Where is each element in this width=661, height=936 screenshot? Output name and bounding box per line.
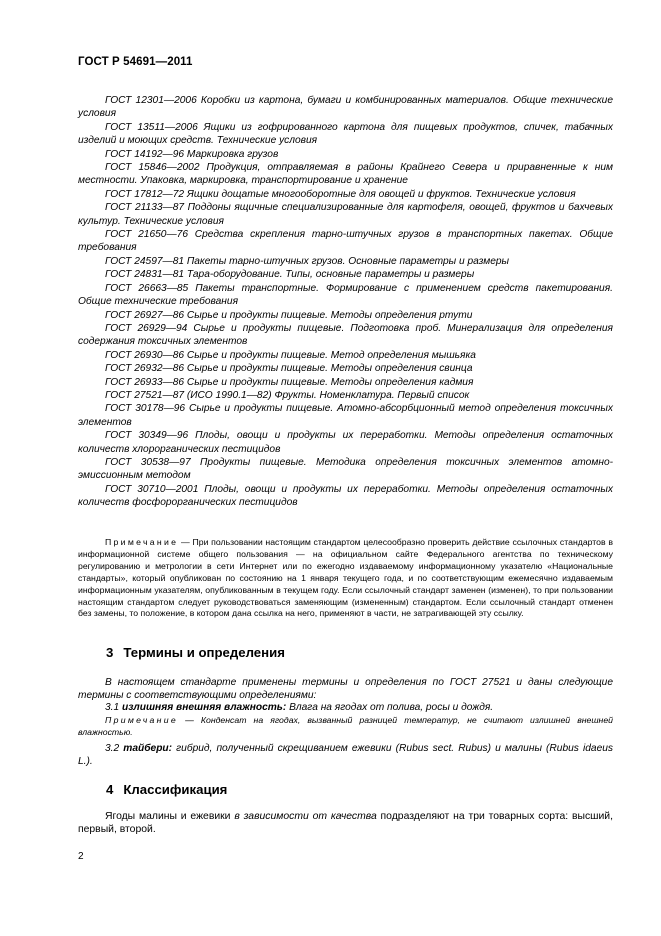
reference-item: ГОСТ 17812—72 Ящики дощатые многооборотные для овощей и фруктов. Технические условия xyxy=(105,188,576,200)
reference-item: ГОСТ 24597—81 Пакеты тарно-штучных грузов. Основные параметры и размеры xyxy=(105,255,510,267)
reference-item: ГОСТ 13511—2006 Ящики из гофрированного картона для пищевых продуктов, спичек, табачных изделий и моющих средств. Технические условия xyxy=(78,121,613,147)
note-text: — При пользовании настоящим стандартом целесообразно проверить действие ссылочных стандартов в информационной системе общего пользования — на официальном сайте Федерального агентства по техническому регулированию и метрологии в сети Интернет или по ежегодно издаваемому информационному указателю «Национальные стандарты», который опубликован по состоянию на 1 января текущего года, и по соответствующим ежемесячно издаваемым информационным указателям, опубликованным в текущем году. Если ссылочный стандарт заменен (изменен), то при пользовании настоящим стандартом следует руководствоваться заменяющим (измененным) стандартом. Если ссылочный стандарт отменен без замены, то положение, в котором дана ссылка на него, применяют в части, не затрагивающей эту ссылку. xyxy=(78,537,613,619)
term-number: 3.2 xyxy=(105,743,120,754)
document-header: ГОСТ Р 54691—2011 xyxy=(78,56,193,68)
reference-item: ГОСТ 26932—86 Сырье и продукты пищевые. Методы определения свинца xyxy=(105,363,473,375)
section-number: 4 xyxy=(106,782,114,797)
reference-item: ГОСТ 26663—85 Пакеты транспортные. Формирование с применением средств пакетирования. Общие технические требования xyxy=(78,282,613,308)
term-name: излишняя внешняя влажность: xyxy=(122,702,287,713)
reference-item: ГОСТ 30538—97 Продукты пищевые. Методика определения токсичных элементов атомно-эмиссионным методом xyxy=(78,456,613,482)
term-definition: гибрид, полученный скрещиванием ежевики (Rubus sect. Rubus) и малины (Rubus idaeus L.). xyxy=(78,743,613,768)
term-number: 3.1 xyxy=(105,702,120,713)
reference-item: ГОСТ 12301—2006 Коробки из картона, бумаги и комбинированных материалов. Общие технические условия xyxy=(78,95,613,120)
reference-item: ГОСТ 26933—86 Сырье и продукты пищевые. Методы определения кадмия xyxy=(105,376,474,388)
note-label: Примечание xyxy=(105,537,179,547)
section-number: 3 xyxy=(106,645,114,660)
page-number: 2 xyxy=(78,851,84,862)
term-3-2 xyxy=(78,742,613,769)
reference-item: ГОСТ 27521—87 (ИСО 1990.1—82) Фрукты. Номенклатура. Первый список xyxy=(105,389,470,401)
section-3-intro: В настоящем стандарте применены термины и определения по ГОСТ 27521 и даны следующие термины с соответствующими определениями: xyxy=(78,677,613,702)
reference-note xyxy=(78,537,613,620)
reference-item: ГОСТ 21650—76 Средства скрепления тарно-штучных грузов в транспортных пакетах. Общие требования xyxy=(78,229,613,254)
reference-list xyxy=(78,94,613,510)
reference-item: ГОСТ 26927—86 Сырье и продукты пищевые. Методы определения ртути xyxy=(105,309,473,321)
reference-item: ГОСТ 30710—2001 Плоды, овощи и продукты их переработки. Методы определения остаточных количеств фосфорорганических пестицидов xyxy=(78,483,613,509)
term-name: тайбери: xyxy=(123,743,173,754)
reference-item: ГОСТ 30349—96 Плоды, овощи и продукты их переработки. Методы определения остаточных количеств хлорорганических пестицидов xyxy=(78,430,613,455)
reference-item: ГОСТ 14192—96 Маркировка грузов xyxy=(105,148,279,160)
reference-item: ГОСТ 26930—86 Сырье и продукты пищевые. Метод определения мышьяка xyxy=(105,349,476,361)
section-title: Термины и определения xyxy=(123,645,285,660)
section-4-heading xyxy=(106,782,227,797)
reference-item: ГОСТ 24831—81 Тара-оборудование. Типы, основные параметры и размеры xyxy=(105,269,475,281)
section-title: Классификация xyxy=(123,782,228,797)
reference-item: ГОСТ 30178—96 Сырье и продукты пищевые. Атомно-абсорбционный метод определения токсичных элементов xyxy=(78,403,613,428)
reference-item: ГОСТ 15846—2002 Продукция, отправляемая в районы Крайнего Севера и приравненные к ним местности. Упаковка, маркировка, транспортирование и хранение xyxy=(78,162,613,187)
note-label: Примечание xyxy=(105,715,179,725)
term-note xyxy=(78,715,613,739)
note-text: — Конденсат на ягодах, вызванный разницей температур, не считают излишней внешней влажностью. xyxy=(78,715,613,737)
reference-item: ГОСТ 26929—94 Сырье и продукты пищевые. Подготовка проб. Минерализация для определения содержания токсичных элементов xyxy=(78,322,613,348)
section-4-text: Ягоды малины и ежевики в зависимости от качества подразделяют на три товарных сорта: высший, первый, второй. xyxy=(78,811,614,836)
section-3-heading xyxy=(106,645,285,660)
term-definition: Влага на ягодах от полива, росы и дождя. xyxy=(286,702,494,713)
reference-item: ГОСТ 21133—87 Поддоны ящичные специализированные для картофеля, овощей, фруктов и бахчевых культур. Технические условия xyxy=(78,202,613,227)
term-3-1 xyxy=(78,701,613,714)
